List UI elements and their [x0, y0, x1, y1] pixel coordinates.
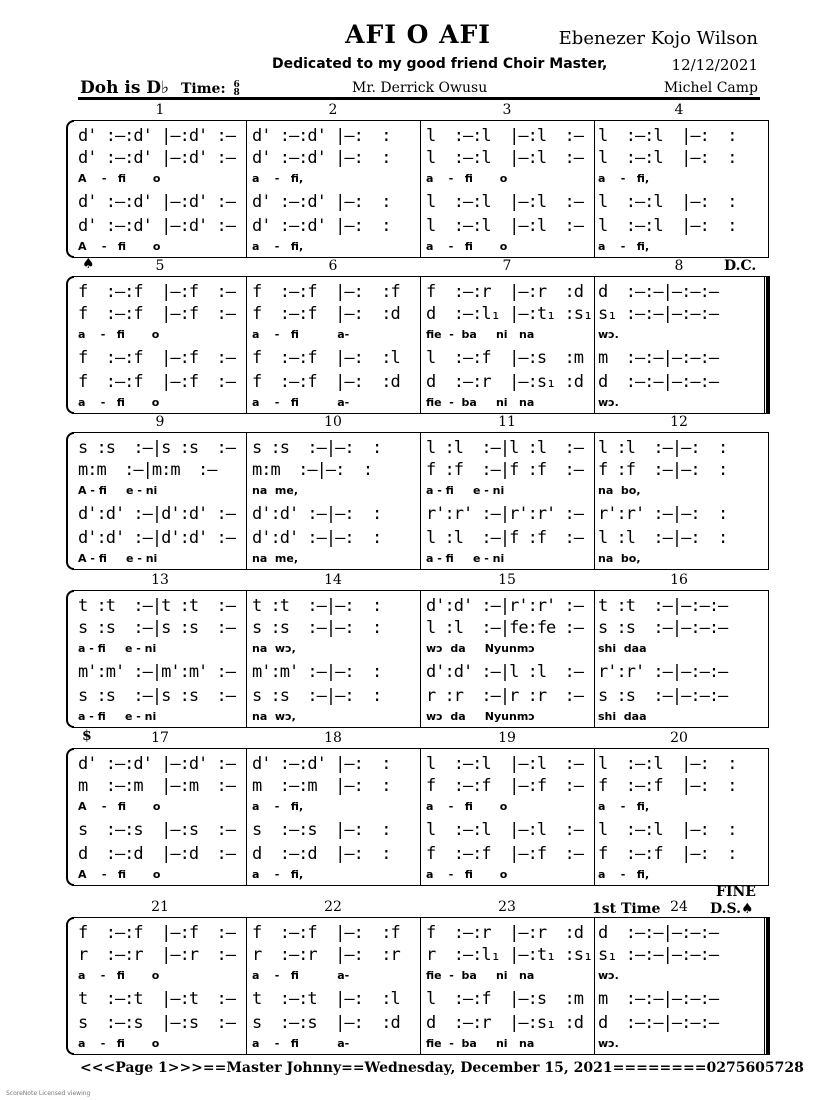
measure-number: 14 [324, 572, 342, 588]
solfa-cell: l :–:l |–: : [598, 216, 737, 236]
solfa-cell: d' :–:d' |–:d' :– [78, 216, 235, 236]
lyric-cell: a - fi o [78, 969, 160, 982]
lyric-cell: wɔ da Nyunmɔ [426, 642, 535, 655]
measure-number: 7 [502, 258, 512, 274]
solfa-cell: d' :–:d' |–: : [252, 754, 391, 774]
bar-line [420, 917, 421, 1055]
lyric-cell: A - fi e - ni [78, 484, 158, 497]
lyric-cell: a - fi a- [252, 1037, 350, 1050]
solfa-cell: d' :–:d' |–:d' :– [78, 754, 235, 774]
lyric-cell: fie - ba ni na [426, 396, 535, 409]
measure-number: 6 [328, 258, 338, 274]
solfa-cell: f :–:f |–: :d [252, 372, 400, 392]
solfa-cell: d':d' :–|–: : [252, 504, 382, 524]
solfa-cell: d' :–:d' |–: : [252, 192, 391, 212]
solfa-cell: d' :–:d' |–: : [252, 148, 391, 168]
measure-number: 5 [155, 258, 165, 274]
bar-line [594, 917, 595, 1055]
solfa-cell: f :–:f |–:f :– [78, 304, 235, 324]
lyric-cell: wɔ. [598, 969, 619, 982]
bar-line [594, 120, 595, 258]
solfa-cell: m:m :–|m:m :– [78, 460, 217, 480]
bar-line [246, 917, 247, 1055]
solfa-cell: t :–:t |–:t :– [78, 989, 235, 1009]
time-bottom: 8 [233, 87, 240, 98]
solfa-cell: s₁ :–:–|–:–:– [598, 945, 719, 965]
lyric-cell: a - fi o [78, 1037, 160, 1050]
lyric-cell: wɔ. [598, 396, 619, 409]
solfa-cell: l :–:f |–:s :m [426, 348, 583, 368]
solfa-cell: d :–:–|–:–:– [598, 282, 719, 302]
solfa-cell: f :–:f |–:f :– [78, 923, 235, 943]
lyric-cell: na bo, [598, 552, 641, 565]
solfa-cell: d :–:r |–:s₁ :d [426, 1013, 583, 1033]
choir-master-name: Mr. Derrick Owusu [352, 80, 488, 96]
solfa-cell: s :s :–|s :s :– [78, 618, 235, 638]
time-top: 6 [233, 79, 240, 90]
solfa-cell: s :s :–|s :s :– [78, 686, 235, 706]
lyric-cell: a - fi a- [252, 328, 350, 341]
bar-line [594, 748, 595, 886]
solfa-cell: d :–:d |–:d :– [78, 844, 235, 864]
lyric-cell: A - fi e - ni [78, 552, 158, 565]
solfa-cell: f :–:f |–: : [598, 776, 737, 796]
measure-number: 11 [498, 414, 516, 430]
solfa-cell: r':r' :–|–: : [598, 504, 728, 524]
solfa-cell: m :–:m |–: : [252, 776, 391, 796]
navigation-marker: D.C. [724, 258, 757, 274]
lyric-cell: a - fi o [426, 800, 508, 813]
solfa-cell: l :l :–|fe:fe :– [426, 618, 583, 638]
solfa-cell: f :–:f |–:f :– [426, 844, 583, 864]
lyric-cell: a - fi a- [252, 969, 350, 982]
lyric-cell: a - fi, [252, 172, 304, 185]
solfa-cell: d':d' :–|–: : [252, 528, 382, 548]
solfa-cell: l :–:l |–: : [598, 126, 737, 146]
bar-line [594, 432, 595, 570]
solfa-cell: s :s :–|–: : [252, 618, 382, 638]
measure-number: 2 [328, 102, 338, 118]
solfa-cell: f :–:f |–:f :– [78, 348, 235, 368]
lyric-cell: a - fi, [252, 240, 304, 253]
solfa-cell: l :l :–|–: : [598, 438, 728, 458]
solfa-cell: f :–:f |–:f :– [426, 776, 583, 796]
solfa-cell: r':r' :–|r':r' :– [426, 504, 583, 524]
solfa-cell: d':d' :–|d':d' :– [78, 504, 235, 524]
bar-line [420, 276, 421, 414]
final-bar-line [764, 276, 770, 414]
measure-number: 10 [324, 414, 342, 430]
solfa-cell: f :–:r |–:r :d [426, 282, 583, 302]
lyric-cell: a - fi e - ni [78, 710, 157, 723]
bar-line [246, 276, 247, 414]
venue-name: Michel Camp [663, 80, 758, 96]
bar-line [420, 432, 421, 570]
solfa-cell: s :s :–|–:–:– [598, 618, 728, 638]
bar-line [594, 276, 595, 414]
lyric-cell: a - fi o [426, 240, 508, 253]
lyric-cell: fie - ba ni na [426, 328, 535, 341]
solfa-cell: d':d' :–|l :l :– [426, 662, 583, 682]
lyric-cell: wɔ. [598, 328, 619, 341]
segno-sign: ♠ [82, 256, 95, 272]
lyric-cell: a - fi, [598, 172, 650, 185]
bar-line [768, 120, 769, 258]
solfa-cell: d :–:l₁ |–:t₁ :s₁ [426, 304, 593, 324]
measure-number: 20 [670, 730, 688, 746]
solfa-cell: l :–:l |–: : [598, 820, 737, 840]
lyric-cell: shi daa [598, 642, 647, 655]
measure-number: 9 [155, 414, 165, 430]
solfa-cell: r :–:r |–:r :– [78, 945, 235, 965]
solfa-cell: l :–:f |–:s :m [426, 989, 583, 1009]
solfa-cell: m:m :–|–: : [252, 460, 373, 480]
solfa-cell: r':r' :–|–:–:– [598, 662, 728, 682]
bar-line [246, 590, 247, 728]
solfa-cell: s :s :–|s :s :– [78, 438, 235, 458]
solfa-cell: d :–:–|–:–:– [598, 1013, 719, 1033]
bar-line [594, 590, 595, 728]
solfa-cell: l :–:l |–:l :– [426, 148, 583, 168]
bar-line [246, 120, 247, 258]
solfa-cell: s :–:s |–: : [252, 820, 391, 840]
solfa-cell: f :–:f |–: :f [252, 923, 400, 943]
lyric-cell: A - fi o [78, 172, 161, 185]
solfa-cell: l :–:l |–: : [598, 192, 737, 212]
lyric-cell: a - fi o [78, 396, 160, 409]
solfa-cell: f :–:f |–:f :– [78, 372, 235, 392]
lyric-cell: shi daa [598, 710, 647, 723]
bar-line [246, 432, 247, 570]
bar-line [420, 120, 421, 258]
lyric-cell: A - fi o [78, 240, 161, 253]
score-system [0, 572, 836, 728]
measure-number: 18 [324, 730, 342, 746]
lyric-cell: fie - ba ni na [426, 1037, 535, 1050]
solfa-cell: t :–:t |–: :l [252, 989, 400, 1009]
solfa-cell: d':d' :–|d':d' :– [78, 528, 235, 548]
measure-number: 1 [155, 102, 165, 118]
solfa-cell: l :l :–|l :l :– [426, 438, 583, 458]
measure-number: 12 [670, 414, 688, 430]
measure-number: 24 [670, 899, 688, 915]
solfa-cell: s :–:s |–:s :– [78, 820, 235, 840]
lyric-cell: wɔ. [598, 1037, 619, 1050]
solfa-cell: l :l :–|f :f :– [426, 528, 583, 548]
solfa-cell: t :t :–|–:–:– [598, 596, 728, 616]
lyric-cell: wɔ da Nyunmɔ [426, 710, 535, 723]
solfa-cell: s :–:s |–:s :– [78, 1013, 235, 1033]
lyric-cell: A - fi o [78, 868, 161, 881]
navigation-marker: D.S.♠ [710, 901, 754, 917]
solfa-cell: d' :–:d' |–: : [252, 126, 391, 146]
solfa-cell: m':m' :–|–: : [252, 662, 382, 682]
solfa-cell: l :–:l |–: : [598, 754, 737, 774]
lyric-cell: a - fi o [426, 172, 508, 185]
lyric-cell: a - fi o [78, 328, 160, 341]
lyric-cell: a - fi e - ni [78, 642, 157, 655]
solfa-cell: l :–:l |–:l :– [426, 192, 583, 212]
score-system [0, 728, 836, 900]
lyric-cell: na wɔ, [252, 710, 296, 723]
measure-number: 23 [498, 899, 516, 915]
solfa-cell: d :–:–|–:–:– [598, 372, 719, 392]
bar-line [768, 590, 769, 728]
solfa-cell: m :–:–|–:–:– [598, 348, 719, 368]
time-signature [234, 81, 240, 97]
solfa-cell: t :t :–|–: : [252, 596, 382, 616]
solfa-cell: f :f :–|–: : [598, 460, 728, 480]
measure-number: 22 [324, 899, 342, 915]
measure-number: 16 [670, 572, 688, 588]
measure-number: 15 [498, 572, 516, 588]
solfa-cell: d' :–:d' |–:d' :– [78, 192, 235, 212]
key-signature [80, 78, 240, 98]
measure-number: 19 [498, 730, 516, 746]
lyric-cell: na me, [252, 484, 299, 497]
measure-number: 8 [674, 258, 684, 274]
bar-line [246, 748, 247, 886]
lyric-cell: na bo, [598, 484, 641, 497]
lyric-cell: a - fi e - ni [426, 552, 505, 565]
measure-number: 21 [151, 899, 169, 915]
lyric-cell: na me, [252, 552, 299, 565]
solfa-cell: s :s :–|–: : [252, 686, 382, 706]
solfa-cell: f :f :–|f :f :– [426, 460, 583, 480]
lyric-cell: a - fi a- [252, 396, 350, 409]
solfa-cell: s₁ :–:–|–:–:– [598, 304, 719, 324]
lyric-cell: a - fi e - ni [426, 484, 505, 497]
navigation-marker: FINE [716, 884, 756, 900]
watermark: ScoreNote Licensed viewing [6, 1090, 91, 1097]
solfa-cell: d':d' :–|r':r' :– [426, 596, 583, 616]
lyric-cell: a - fi, [252, 800, 304, 813]
solfa-cell: d' :–:d' |–:d' :– [78, 126, 235, 146]
measure-number: 3 [502, 102, 512, 118]
solfa-cell: l :l :–|–: : [598, 528, 728, 548]
final-bar-line [764, 917, 770, 1055]
solfa-cell: s :s :–|–: : [252, 438, 382, 458]
solfa-cell: d :–:r |–:s₁ :d [426, 372, 583, 392]
solfa-cell: t :t :–|t :t :– [78, 596, 235, 616]
measure-number: 17 [151, 730, 169, 746]
lyric-cell: A - fi o [78, 800, 161, 813]
solfa-cell: f :–:r |–:r :d [426, 923, 583, 943]
lyric-cell: a - fi, [598, 800, 650, 813]
solfa-cell: f :–:f |–: :l [252, 348, 400, 368]
song-title: AFI O AFI [345, 20, 491, 49]
solfa-cell: m':m' :–|m':m' :– [78, 662, 235, 682]
solfa-cell: r :–:r |–: :r [252, 945, 400, 965]
solfa-cell: f :–:f |–:f :– [78, 282, 235, 302]
score-system [0, 899, 836, 1055]
solfa-cell: l :–:l |–: : [598, 148, 737, 168]
lyric-cell: a - fi o [426, 868, 508, 881]
solfa-cell: s :s :–|–:–:– [598, 686, 728, 706]
bar-line [768, 748, 769, 886]
composer-name: Ebenezer Kojo Wilson [558, 28, 758, 49]
solfa-cell: d' :–:d' |–:d' :– [78, 148, 235, 168]
header-rule [78, 97, 760, 100]
bar-line [420, 590, 421, 728]
composition-date: 12/12/2021 [671, 56, 758, 74]
lyric-cell: na wɔ, [252, 642, 296, 655]
solfa-cell: d :–:–|–:–:– [598, 923, 719, 943]
solfa-cell: f :–:f |–: :f [252, 282, 400, 302]
solfa-cell: l :–:l |–:l :– [426, 820, 583, 840]
solfa-cell: m :–:m |–:m :– [78, 776, 235, 796]
measure-number: 4 [674, 102, 684, 118]
solfa-cell: f :–:f |–: : [598, 844, 737, 864]
measure-number: 13 [151, 572, 169, 588]
lyric-cell: a - fi, [252, 868, 304, 881]
solfa-cell: l :–:l |–:l :– [426, 126, 583, 146]
solfa-cell: d :–:d |–: : [252, 844, 391, 864]
bar-line [420, 748, 421, 886]
solfa-cell: m :–:–|–:–:– [598, 989, 719, 1009]
score-system [0, 102, 836, 274]
dedication-line: Dedicated to my good friend Choir Master, [272, 56, 608, 72]
page-footer: <<<Page 1>>>==Master Johnny==Wednesday, December 15, 2021========0275605728 [80, 1060, 804, 1076]
solfa-cell: r :r :–|r :r :– [426, 686, 583, 706]
solfa-cell: r :–:l₁ |–:t₁ :s₁ [426, 945, 593, 965]
lyric-cell: fie - ba ni na [426, 969, 535, 982]
solfa-cell: l :–:l |–:l :– [426, 754, 583, 774]
lyric-cell: a - fi, [598, 240, 650, 253]
solfa-cell: l :–:l |–:l :– [426, 216, 583, 236]
score-system [0, 414, 836, 570]
solfa-cell: s :–:s |–: :d [252, 1013, 400, 1033]
solfa-cell: d' :–:d' |–: : [252, 216, 391, 236]
bar-line [768, 432, 769, 570]
key-label: Doh is D♭ [80, 78, 170, 98]
first-time-marker: 1st Time [592, 901, 661, 917]
solfa-cell: f :–:f |–: :d [252, 304, 400, 324]
dollar-sign: $ [82, 728, 92, 744]
lyric-cell: a - fi, [598, 868, 650, 881]
time-label: Time: [181, 81, 226, 97]
